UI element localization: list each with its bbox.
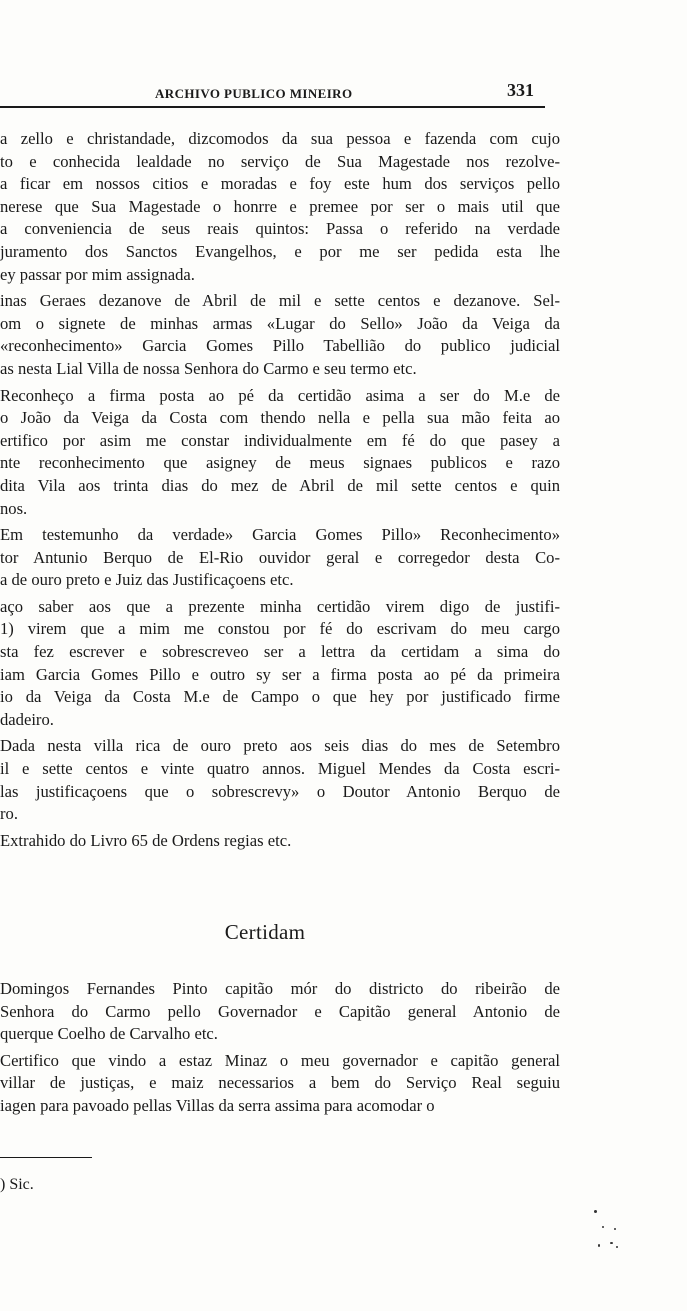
paragraph (0, 830, 560, 853)
text-line: io da Veiga da Costa M.e de Campo o que hey por justificado firme (0, 687, 560, 707)
text-line: dadeiro. (0, 709, 54, 729)
paragraph (0, 1050, 560, 1118)
second-text-block (0, 978, 560, 1122)
paragraph (0, 524, 560, 592)
paragraph (0, 290, 560, 380)
page-number: 331 (507, 80, 534, 100)
text-line: «reconhecimento» Garcia Gomes Pillo Tabellião do publico judicial (0, 336, 560, 356)
text-line: villar de justiças, e maiz necessarios a bem do Serviço Real seguiu (0, 1073, 560, 1093)
text-line: nos. (0, 498, 28, 518)
text-line: to e conhecida lealdade no serviço de Sua Magestade nos rezolve- (0, 151, 560, 171)
running-title: ARCHIVO PUBLICO MINEIRO (155, 86, 353, 101)
text-line: a conveniencia de seus reais quintos: Passa o referido na verdade (0, 219, 560, 239)
text-line: nte reconhecimento que asigney de meus signaes publicos e razo (0, 453, 560, 473)
text-line: iam Garcia Gomes Pillo e outro sy ser a firma posta ao pé da primeira (0, 664, 560, 684)
text-line: il e sette centos e vinte quatro annos. Miguel Mendes da Costa escri- (0, 759, 560, 779)
text-line: las justificaçoens que o sobrescrevy» o Doutor Antonio Berquo de (0, 781, 560, 801)
text-line: a ficar em nossos citios e moradas e foy este hum dos serviços pello (0, 174, 560, 194)
running-head (0, 80, 687, 110)
paragraph (0, 596, 560, 732)
text-line: Dada nesta villa rica de ouro preto aos seis dias do mes de Setembro (0, 736, 560, 756)
text-line: Reconheço a firma posta ao pé da certidão asima a ser do M.e de (0, 385, 560, 405)
text-line: iagen para pavoado pellas Villas da serra assima para acomodar o (0, 1095, 435, 1115)
paragraph (0, 978, 560, 1046)
paragraph (0, 128, 560, 286)
text-line: dita Vila aos trinta dias do mez de Abril de mil sette centos e quin (0, 475, 560, 495)
footnote-rule (0, 1157, 92, 1158)
header-rule (0, 106, 545, 108)
text-line: sta fez escrever e sobrescreveo ser a lettra da certidam a sima do (0, 642, 560, 662)
text-line: 1) virem que a mim me constou por fé do escrivam do meu cargo (0, 619, 560, 639)
paragraph (0, 735, 560, 825)
text-line: Domingos Fernandes Pinto capitão mór do districto do ribeirão de (0, 979, 560, 998)
text-line: juramento dos Sanctos Evangelhos, e por me ser pedida esta lhe (0, 241, 560, 261)
text-line: inas Geraes dezanove de Abril de mil e sette centos e dezanove. Sel- (0, 291, 560, 311)
text-line: Extrahido do Livro 65 de Ordens regias etc. (0, 830, 292, 850)
text-line: a zello e christandade, dizcomodos da sua pessoa e fazenda com cujo (0, 129, 560, 148)
text-line: ro. (0, 804, 18, 824)
text-line: nerese que Sua Magestade o honrre e premee por ser o mais util que (0, 196, 560, 216)
text-line: a de ouro preto e Juiz das Justificaçoens etc. (0, 570, 294, 590)
text-line: ertifico por asim me constar individualmente em fé do que pasey a (0, 430, 560, 450)
text-line: Senhora do Carmo pello Governador e Capitão general Antonio de (0, 1001, 560, 1021)
print-specks (592, 1208, 632, 1258)
text-line: ey passar por mim assignada. (0, 264, 195, 284)
paragraph (0, 385, 560, 521)
text-line: querque Coelho de Carvalho etc. (0, 1024, 218, 1044)
text-line: o João da Veiga da Costa com thendo nella e pella sua mão feita ao (0, 408, 560, 428)
footnote: ) Sic. (0, 1176, 34, 1193)
section-heading: Certidam (224, 920, 306, 944)
text-line: as nesta Lial Villa de nossa Senhora do Carmo e seu termo etc. (0, 358, 417, 378)
text-line: Certifico que vindo a estaz Minaz o meu governador e capitão general (0, 1050, 560, 1070)
text-line: tor Antunio Berquo de El-Rio ouvidor geral e corregedor desta Co- (0, 547, 560, 567)
text-line: om o signete de minhas armas «Lugar do Sello» João da Veiga da (0, 313, 560, 333)
text-line: Em testemunho da verdade» Garcia Gomes Pillo» Reconhecimento» (0, 525, 560, 545)
text-line: aço saber aos que a prezente minha certidão virem digo de justifi- (0, 596, 560, 616)
main-text-block (0, 128, 560, 856)
